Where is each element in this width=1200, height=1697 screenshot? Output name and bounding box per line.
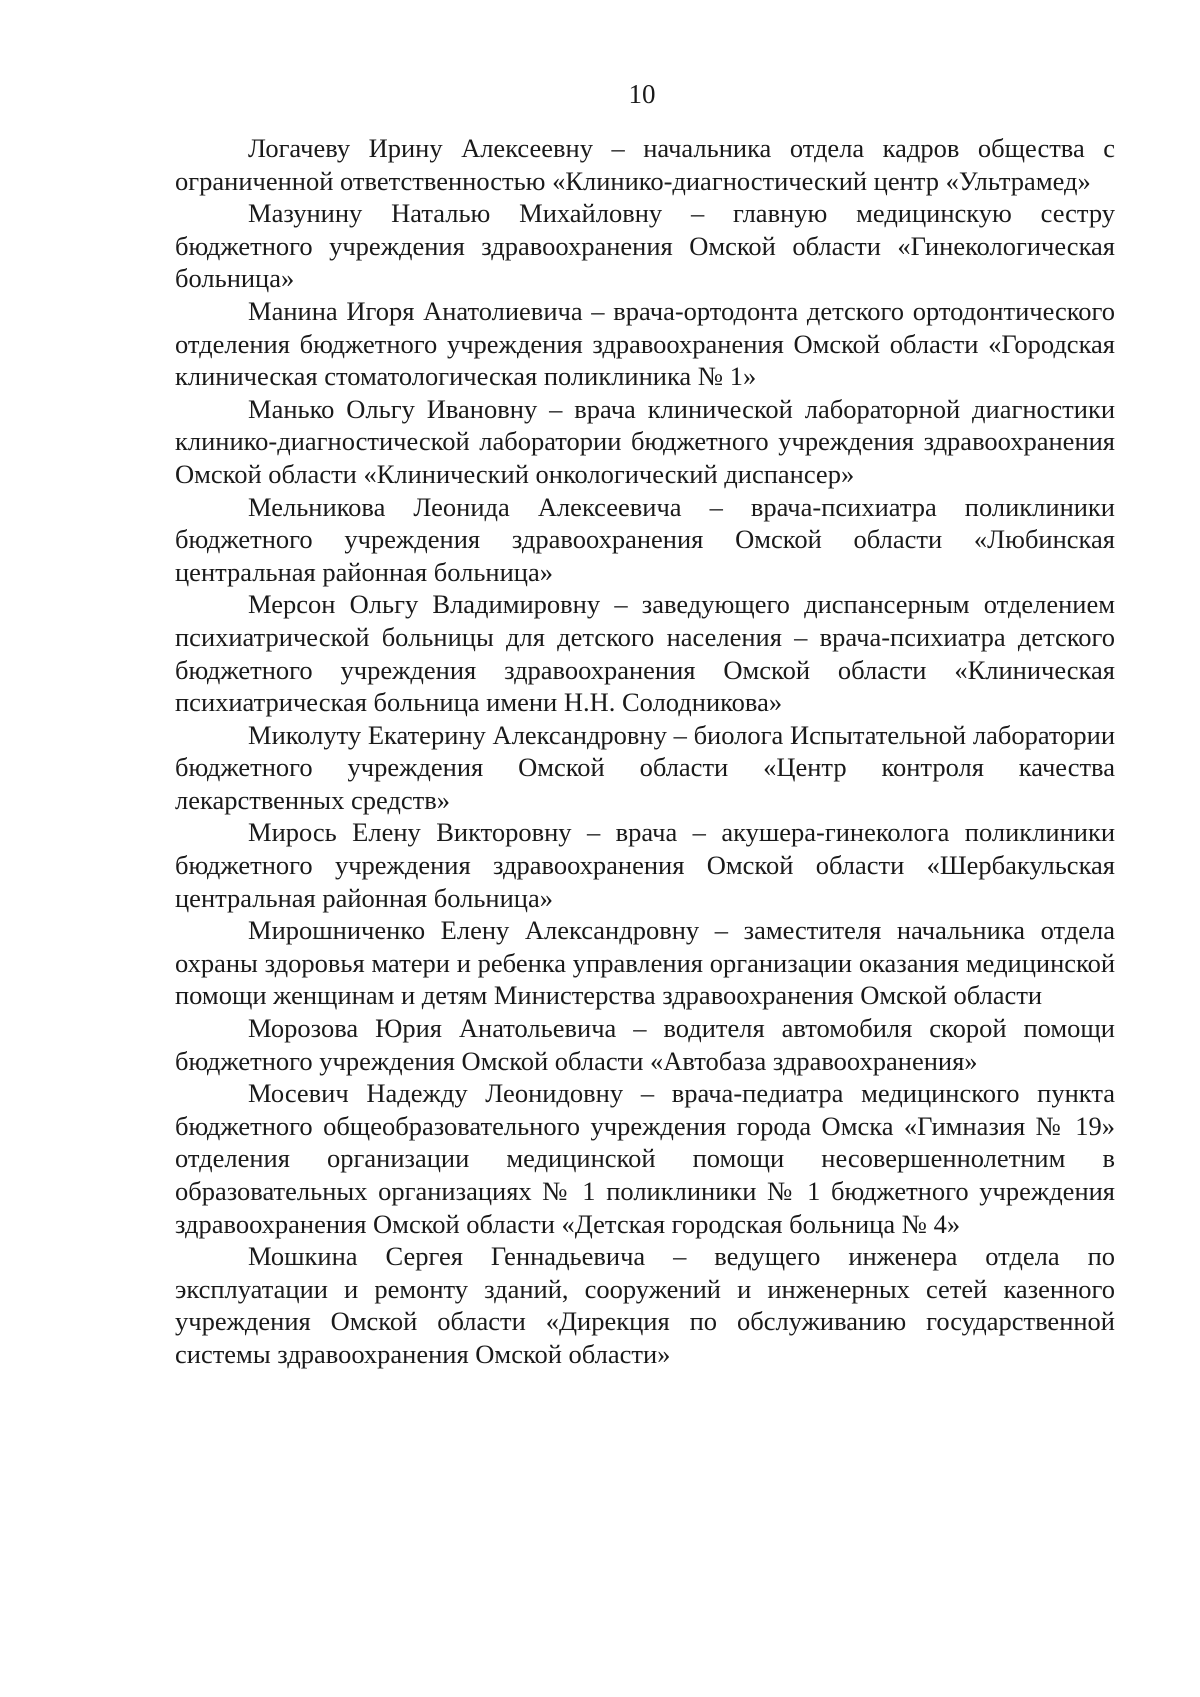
- list-entry-7: Миколуту Екатерину Александровну – биолога Испытательной лаборатории бюджетного учреждения Омской области «Центр контроля качества лекарственных средств»: [175, 719, 1115, 815]
- award-list: [175, 132, 1115, 1371]
- page-number: 10: [628, 79, 656, 109]
- list-entry-11: Мосевич Надежду Леонидовну – врача-педиатра медицинского пункта бюджетного общеобразовательного учреждения города Омска «Гимназия № 19» отделения организации медицинской помощи несовершеннолетним в образовательных организациях № 1 поликлиники № 1 бюджетного учреждения здравоохранения Омской области «Детская городская больница № 4»: [175, 1078, 1115, 1239]
- list-entry-6: Мерсон Ольгу Владимировну – заведующего диспансерным отделением психиатрической больницы для детского населения – врача-психиатра детского бюджетного учреждения здравоохранения Омской области «Клиническая психиатрическая больница имени Н.Н. Солодникова»: [175, 589, 1115, 718]
- list-entry-8: Мирось Елену Викторовну – врача – акушера-гинеколога поликлиники бюджетного учреждения здравоохранения Омской области «Шербакульская центральная районная больница»: [175, 817, 1115, 913]
- list-entry-3: Манина Игоря Анатолиевича – врача-ортодонта детского ортодонтического отделения бюджетного учреждения здравоохранения Омской области «Городская клиническая стоматологическая поликлиника № 1»: [175, 295, 1115, 392]
- list-entry-9: Мирошниченко Елену Александровну – заместителя начальника отдела охраны здоровья матери и ребенка управления организации оказания медицинской помощи женщинам и детям Министерства здравоохранения Омской области: [175, 915, 1115, 1011]
- list-entry-10: Морозова Юрия Анатольевича – водителя автомобиля скорой помощи бюджетного учреждения Омской области «Автобаза здравоохранения»: [175, 1013, 1115, 1076]
- list-entry-4: Манько Ольгу Ивановну – врача клинической лабораторной диагностики клинико-диагностической лаборатории бюджетного учреждения здравоохранения Омской области «Клинический онкологический диспансер»: [175, 393, 1115, 489]
- list-entry-12: Мошкина Сергея Геннадьевича – ведущего инженера отдела по эксплуатации и ремонту зданий, сооружений и инженерных сетей казенного учреждения Омской области «Дирекция по обслуживанию государственной системы здравоохранения Омской области»: [175, 1241, 1115, 1369]
- list-entry-1: Логачеву Ирину Алексеевну – начальника отдела кадров общества с ограниченной ответственностью «Клинико-диагностический центр «Ультрамед»: [175, 133, 1115, 196]
- list-entry-5: Мельникова Леонида Алексеевича – врача-психиатра поликлиники бюджетного учреждения здравоохранения Омской области «Любинская центральная районная больница»: [175, 491, 1115, 587]
- list-entry-2: Мазунину Наталью Михайловну – главную медицинскую сестру бюджетного учреждения здравоохранения Омской области «Гинекологическая больница»: [175, 198, 1115, 294]
